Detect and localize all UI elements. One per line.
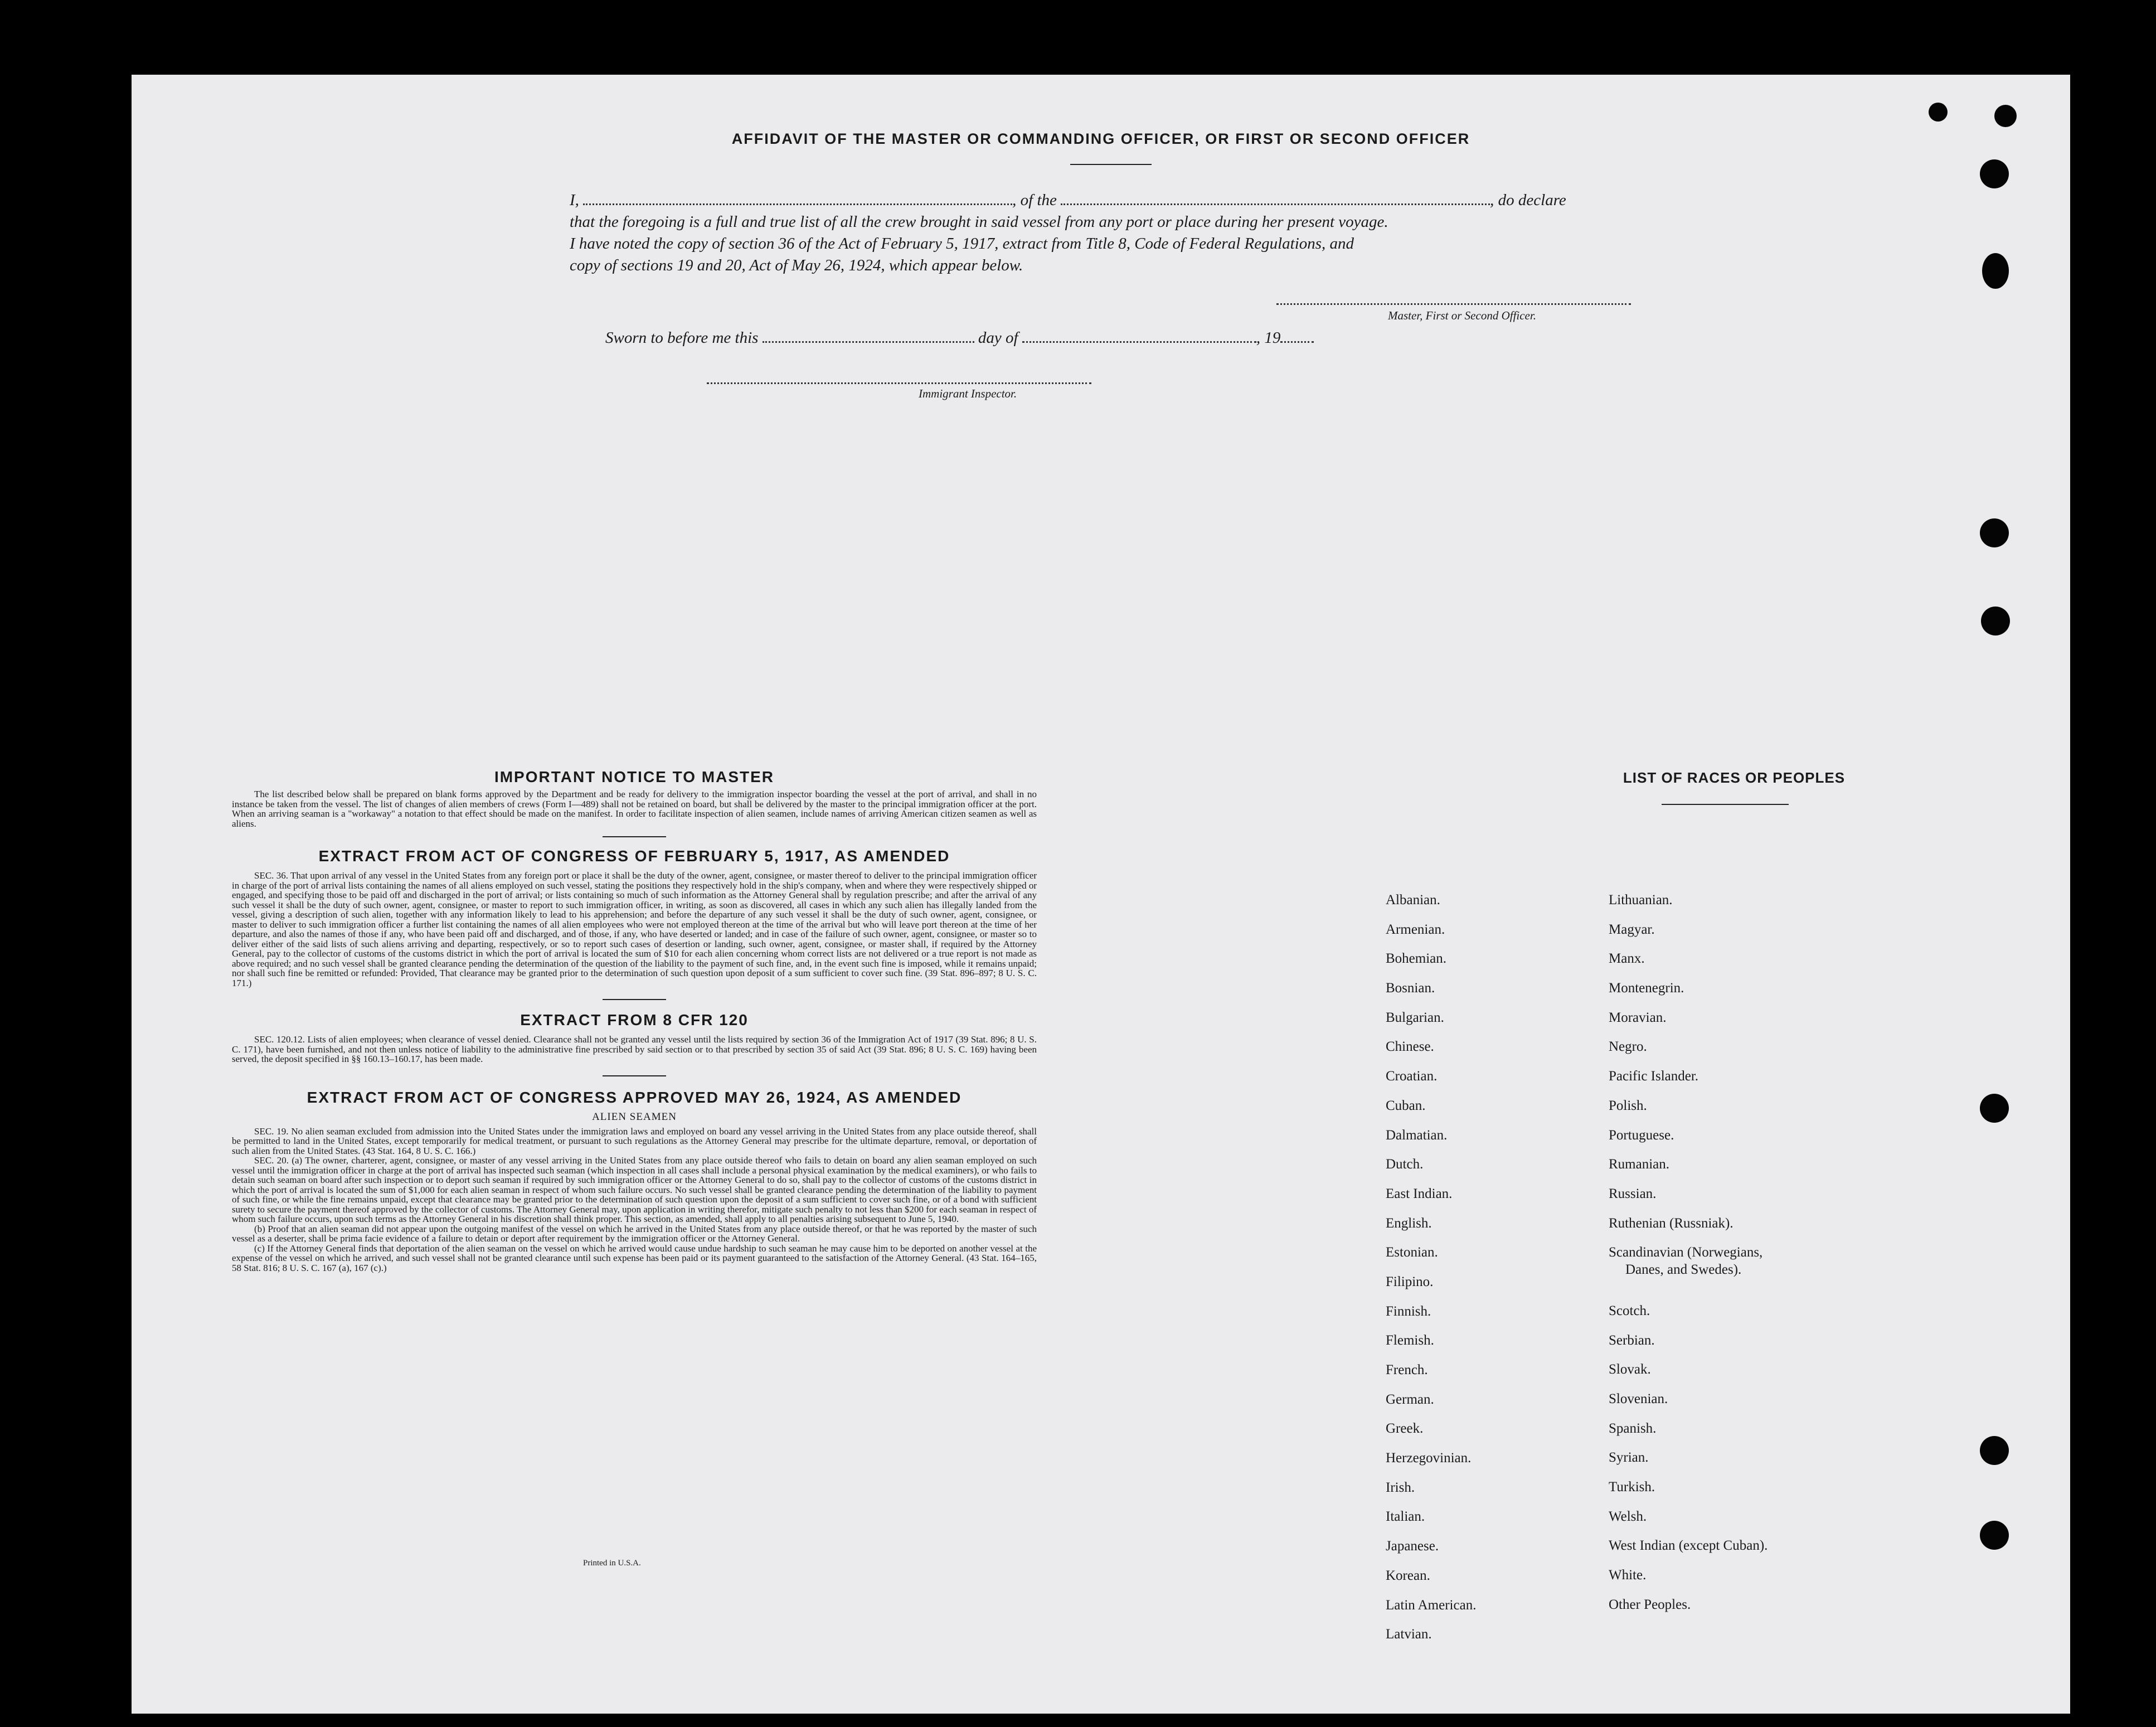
race-item: Moravian.	[1609, 1010, 1667, 1025]
extract-1924-sec20b: (b) Proof that an alien seaman did not appear upon the outgoing manifest of the vessel on which he arrived in the United States from any place outside thereof, or that he was reported by the master of such vessel as a deserter, shall be prima facie evidence of a failure to detain or deport after requirement by the immigration officer or the Attorney General.	[232, 1223, 1037, 1244]
race-item: Russian.	[1609, 1186, 1657, 1201]
races-column-1	[1386, 892, 1476, 1656]
race-item: Spanish.	[1609, 1420, 1657, 1436]
extract-1924-sec19: SEC. 19. No alien seaman excluded from admission into the United States under the immigration laws and employed on board any vessel arriving in the United States from any place outside thereof, shall be permitted to land in the United States, except temporarily for medical treatment, or pursuant to such regulations as the Attorney General may prescribe for the ultimate departure, removal, or deportation of such alien from the United States. (43 Stat. 164, 8 U. S. C. 166.)	[232, 1126, 1037, 1156]
race-item: Japanese.	[1386, 1539, 1439, 1554]
race-item: Turkish.	[1609, 1479, 1655, 1495]
race-item: Rumanian.	[1609, 1157, 1670, 1172]
race-item: Manx.	[1609, 951, 1645, 967]
punch-hole	[1980, 518, 2009, 547]
extract-1924-sec20c: (c) If the Attorney General finds that deportation of the alien seaman on the vessel on which he arrived would cause undue hardship to such seaman he may cause him to be deported on another vessel at the expense of the vessel on which he arrived, and such vessel shall not be granted clearance until such expense has been paid or its payment guaranteed to the satisfaction of the Attorney General. (43 Stat. 164–165, 58 Stat. 816; 8 U. S. C. 167 (a), 167 (c).)	[232, 1243, 1037, 1273]
race-item: Armenian.	[1386, 921, 1445, 937]
race-item: Albanian.	[1386, 892, 1440, 908]
year-label: , 19	[1256, 329, 1281, 347]
declarant-name-field[interactable]	[583, 203, 1012, 205]
declaration-line-4: copy of sections 19 and 20, Act of May 26, 1924, which appear below.	[570, 256, 1023, 274]
race-item: Pacific Islander.	[1609, 1069, 1699, 1084]
punch-hole	[1994, 105, 2017, 127]
race-item: Latin American.	[1386, 1597, 1477, 1613]
race-item: Irish.	[1386, 1479, 1415, 1495]
title-rule	[1070, 164, 1152, 165]
master-signature-label: Master, First or Second Officer.	[1388, 309, 1536, 322]
race-item: Slovenian.	[1609, 1391, 1668, 1406]
affidavit-declaration	[570, 190, 1629, 276]
master-signature-line[interactable]	[1276, 303, 1631, 305]
extract-cfr-title: EXTRACT FROM 8 CFR 120	[520, 1011, 749, 1029]
race-item: Dalmatian.	[1386, 1127, 1448, 1143]
race-item: Bulgarian.	[1386, 1010, 1444, 1025]
race-item: English.	[1386, 1215, 1432, 1231]
punch-hole	[1929, 103, 1948, 122]
race-item: French.	[1386, 1362, 1428, 1377]
sworn-year-field[interactable]	[1280, 341, 1314, 343]
of-the-label: , of the	[1012, 191, 1057, 209]
race-item: Latvian.	[1386, 1627, 1432, 1642]
race-item: Filipino.	[1386, 1274, 1434, 1289]
race-item: Welsh.	[1609, 1508, 1647, 1524]
vessel-name-field[interactable]	[1061, 203, 1490, 205]
race-item: German.	[1386, 1391, 1434, 1407]
punch-hole	[1980, 1094, 2009, 1123]
race-item: Polish.	[1609, 1098, 1647, 1113]
race-item: Lithuanian.	[1609, 892, 1673, 908]
race-item: Montenegrin.	[1609, 981, 1684, 996]
race-item: Chinese.	[1386, 1039, 1434, 1055]
races-column-2	[1609, 892, 1767, 1626]
punch-hole	[1980, 1436, 2009, 1465]
extract-1917-body: SEC. 36. That upon arrival of any vessel in the United States from any foreign port or place it shall be the duty of the owner, agent, consignee, or master thereof to deliver to the principal immigration officer in charge of the port of arrival lists containing the names of all aliens employed on such vessel, stating the positions they respectively hold in the ship's company, when and where they were respectively shipped or engaged, and specifying those to be paid off and discharged in the port of arrival; or lists containing so much of such information as the Attorney General shall by regulation prescribe; and after the arrival of any such vessel it shall be the duty of such owner, agent, consignee, or master to report to such immigration officer, in writing, as soon as discovered, all cases in which any such alien has illegally landed from the vessel, giving a description of such alien, together with any information likely to lead to his apprehension; and before the departure of any such vessel it shall be the duty of such owner, agent, consignee, or master to deliver to such immigration officer a further list containing the names of all alien employees who were not employed thereon at the time of the arrival but who will leave port thereon at the time of her departure, and also the names of those if any, who have been paid off and discharged, and of those, if any, who have deserted or landed; and in case of the failure of such owner, agent, consignee, or master so to deliver either of the said lists of such aliens arriving and departing, respectively, or so to report such cases of desertion or landing, such owner, agent, consignee, or master shall, if required by the Attorney General, pay to the collector of customs of the customs district in which the port of arrival is located the sum of $10 for each alien concerning whom correct lists are not delivered or a true report is not made as above required; and no such vessel shall be granted clearance pending the determination of the question of the liability to the payment of such fine, and, in the event such fine is imposed, while it remains unpaid; nor shall such fine be remitted or refunded: Provided, That clearance may be granted prior to the determination of such question upon deposit of a sum sufficient to cover such fine. (39 Stat. 896–897; 8 U. S. C. 171.)	[232, 870, 1037, 988]
punch-hole	[1982, 253, 2009, 289]
notice-title: IMPORTANT NOTICE TO MASTER	[494, 768, 775, 785]
race-item: Greek.	[1386, 1421, 1424, 1437]
race-item: Korean.	[1386, 1568, 1430, 1583]
declaration-line-2: that the foregoing is a full and true list of all the crew brought in said vessel from any port or place during her present voyage.	[570, 213, 1388, 231]
race-item: Magyar.	[1609, 921, 1655, 937]
section-divider	[603, 999, 666, 1000]
race-item: Portuguese.	[1609, 1127, 1674, 1143]
race-item: Danes, and Swedes).	[1625, 1262, 1742, 1277]
do-declare-label: , do declare	[1490, 191, 1566, 209]
race-item: Flemish.	[1386, 1333, 1434, 1348]
race-item: Slovak.	[1609, 1362, 1651, 1377]
race-item: Croatian.	[1386, 1069, 1438, 1084]
affidavit-title: AFFIDAVIT OF THE MASTER OR COMMANDING OFFICER, OR FIRST OR SECOND OFFICER	[731, 130, 1470, 147]
sworn-month-field[interactable]	[1022, 341, 1256, 343]
notice-body: The list described below shall be prepared on blank forms approved by the Department and be ready for delivery to the immigration inspector boarding the vessel at the port of arrival, and shall in no instance be taken from the vessel. The list of changes of alien members of crews (Form I—489) shall not be retained on board, but shall be delivered by the master to the principal immigration officer at the port. When an arriving seaman is a "workaway" a notation to that effect should be made on the manifest. In order to facilitate inspection of alien seamen, include names of arriving American citizen seamen as well as aliens.	[232, 789, 1037, 829]
race-item: Other Peoples.	[1609, 1597, 1691, 1612]
race-item: Scandinavian (Norwegians,	[1609, 1245, 1763, 1260]
race-item: Scotch.	[1609, 1303, 1650, 1318]
extract-cfr-body: SEC. 120.12. Lists of alien employees; when clearance of vessel denied. Clearance shall not be granted any vessel until the lists required by section 36 of the Immigration Act of 1917 (39 Stat. 896; 8 U. S. C. 171), have been furnished, and not then unless notice of liability to the administrative fine prescribed by said section or to that prescribed by section 35 of said Act (39 Stat. 896; 8 U. S. C. 169) having been served, the deposit specified in §§ 160.13–160.17, has been made.	[232, 1034, 1037, 1064]
extract-1924-sec20a: SEC. 20. (a) The owner, charterer, agent, consignee, or master of any vessel arriving in the United States from any place outside thereof who fails to detain on board any alien seaman employed on such vessel until the immigration officer in charge at the port of arrival has inspected such seaman (which inspection in all cases shall include a personal physical examination by the medical examiners), or who fails to detain such seaman on board after such inspection or to deport such seaman if required by such immigration officer or the Attorney General to do so, shall pay to the collector of customs of the customs district in which the port of arrival is located the sum of $1,000 for each alien seaman in respect of whom such failure occurs. No such vessel shall be granted clearance pending the determination of the liability to payment of such fine, or while the fine remains unpaid, except that clearance may be granted prior to the determination of such question upon the deposit of a sum sufficient to cover such fine, or of a bond with sufficient surety to secure the payment thereof approved by the collector of customs. The Attorney General may, upon application in writing therefor, mitigate such penalty to not less than $200 for each seaman in respect of whom such failure occurs, upon such terms as the Attorney General in his discretion shall think proper. This section, as amended, shall apply to all penalties arising subsequent to June 5, 1940.	[232, 1155, 1037, 1224]
race-item: Cuban.	[1386, 1098, 1426, 1113]
day-of-label: day of	[978, 329, 1018, 347]
race-item: East Indian.	[1386, 1186, 1453, 1201]
sworn-day-field[interactable]	[763, 341, 974, 343]
legal-notices-column	[232, 768, 1037, 1273]
punch-hole	[1980, 1521, 2009, 1550]
race-item: Estonian.	[1386, 1245, 1438, 1260]
sworn-label: Sworn to before me this	[605, 329, 759, 347]
printed-in-usa: Printed in U.S.A.	[583, 1559, 641, 1568]
punch-hole	[1980, 159, 2009, 188]
race-item: Italian.	[1386, 1509, 1425, 1525]
declaration-line-3: I have noted the copy of section 36 of the Act of February 5, 1917, extract from Title 8, Code of Federal Regulations, and	[570, 235, 1354, 253]
race-item: Dutch.	[1386, 1157, 1424, 1172]
punch-hole	[1981, 607, 2010, 636]
inspector-signature-label: Immigrant Inspector.	[919, 387, 1017, 400]
form-sheet	[132, 75, 2070, 1714]
section-divider	[603, 1075, 666, 1076]
declarant-label: I,	[570, 191, 579, 209]
race-item: Serbian.	[1609, 1332, 1655, 1348]
section-divider	[603, 836, 666, 837]
extract-1917-title: EXTRACT FROM ACT OF CONGRESS OF FEBRUARY 5, 1917, AS AMENDED	[318, 847, 950, 865]
race-item: Finnish.	[1386, 1303, 1431, 1319]
races-title: LIST OF RACES OR PEOPLES	[1623, 769, 1846, 786]
race-item: Herzegovinian.	[1386, 1451, 1472, 1466]
inspector-signature-line[interactable]	[707, 382, 1091, 384]
extract-1924-subtitle: ALIEN SEAMEN	[592, 1110, 677, 1123]
race-item: West Indian (except Cuban).	[1609, 1538, 1768, 1554]
race-item: Syrian.	[1609, 1450, 1649, 1466]
race-item: White.	[1609, 1568, 1647, 1583]
race-item: Negro.	[1609, 1039, 1647, 1055]
race-item: Bohemian.	[1386, 951, 1447, 967]
sworn-line	[605, 329, 1314, 347]
extract-1924-title: EXTRACT FROM ACT OF CONGRESS APPROVED MAY 26, 1924, AS AMENDED	[307, 1088, 962, 1106]
races-title-rule	[1662, 804, 1789, 805]
race-item: Ruthenian (Russniak).	[1609, 1215, 1733, 1231]
race-item: Bosnian.	[1386, 981, 1435, 996]
